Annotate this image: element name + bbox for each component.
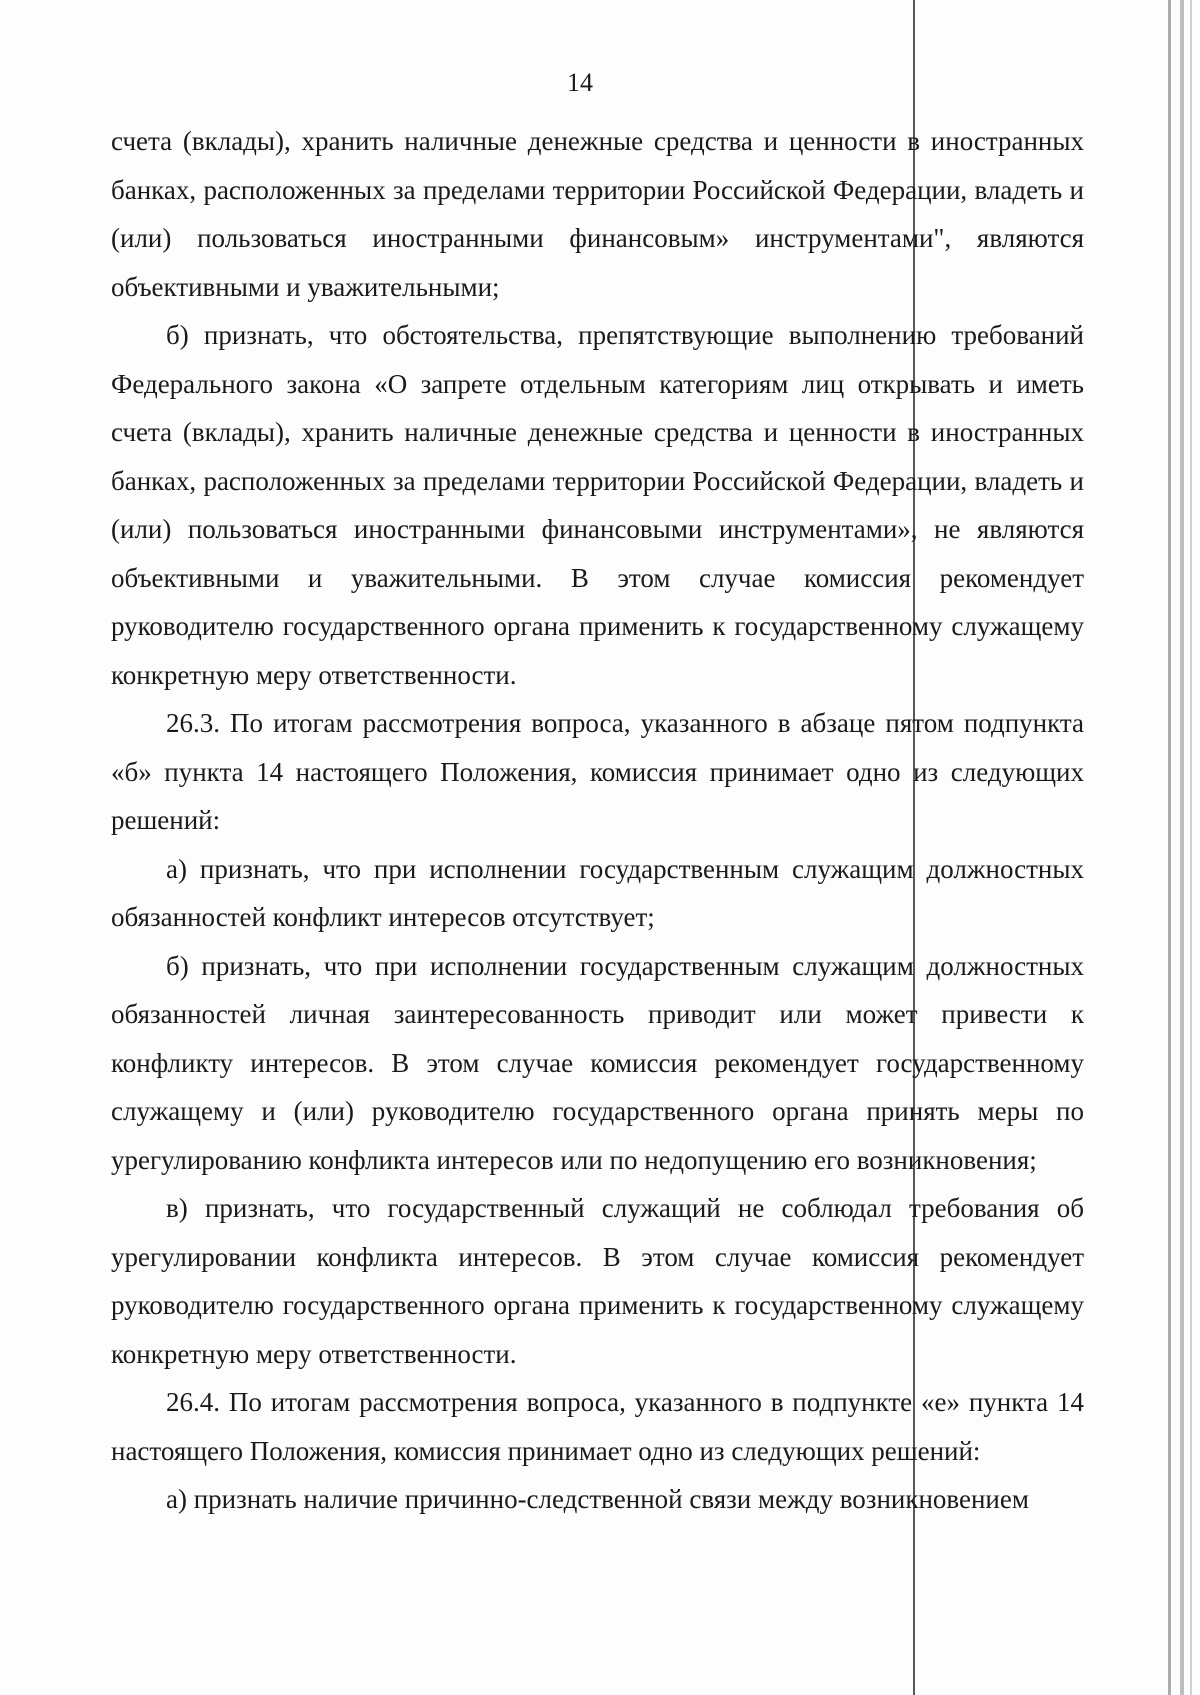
page-number-text: 14 [567,68,593,97]
paragraph-item-b: б) признать, что обстоятельства, препятствующие выполнению требований Федерального закона «О запрете отдельным категориям лиц открывать и иметь счета (вклады), хранить наличные денежные средства и ценности в иностранных банках, расположенных за пределами территории Российской Федерации, владеть и (или) пользоваться иностранными финансовыми инструментами», не являются объективными и уважительными. В этом случае комиссия рекомендует руководителю государственного органа применить к государственному служащему конкретную меру ответственности. [111,320,1084,690]
page-number [0,68,1200,98]
scan-edge-line [1180,0,1184,1695]
paragraph-26-3: 26.3. По итогам рассмотрения вопроса, указанного в абзаце пятом подпункта «б» пункта 14 настоящего Положения, комиссия принимает одно из следующих решений: [111,708,1084,835]
paragraph-item-a-2: а) признать наличие причинно-следственной связи между возникновением [166,1484,1029,1514]
paragraph-26-4: 26.4. По итогам рассмотрения вопроса, указанного в подпункте «е» пункта 14 настоящего Положения, комиссия принимает одно из следующих решений: [111,1387,1084,1466]
paragraph-continuation: счета (вклады), хранить наличные денежные средства и ценности в иностранных банках, расположенных за пределами территории Российской Федерации, владеть и (или) пользоваться иностранными финансовым» инструментами", являются объективными и уважительными; [111,126,1084,302]
paragraph-item-a: а) признать, что при исполнении государственным служащим должностных обязанностей конфликт интересов отсутствует; [111,853,1084,932]
paragraph-item-b-2: б) признать, что при исполнении государственным служащим должностных обязанностей личная заинтересованность приводит или может привести к конфликту интересов. В этом случае комиссия рекомендует государственному служащему и (или) руководителю государственного органа принять меры по урегулированию конфликта интересов или по недопущению его возникновения; [111,950,1084,1175]
document-body [111,117,1084,1524]
paragraph-item-v: в) признать, что государственный служащий не соблюдал требования об урегулировании конфликта интересов. В этом случае комиссия рекомендует руководителю государственного органа применить к государственному служащему конкретную меру ответственности. [111,1193,1084,1369]
scan-edge-line [1190,0,1192,1695]
scan-edge-line [1168,0,1171,1695]
